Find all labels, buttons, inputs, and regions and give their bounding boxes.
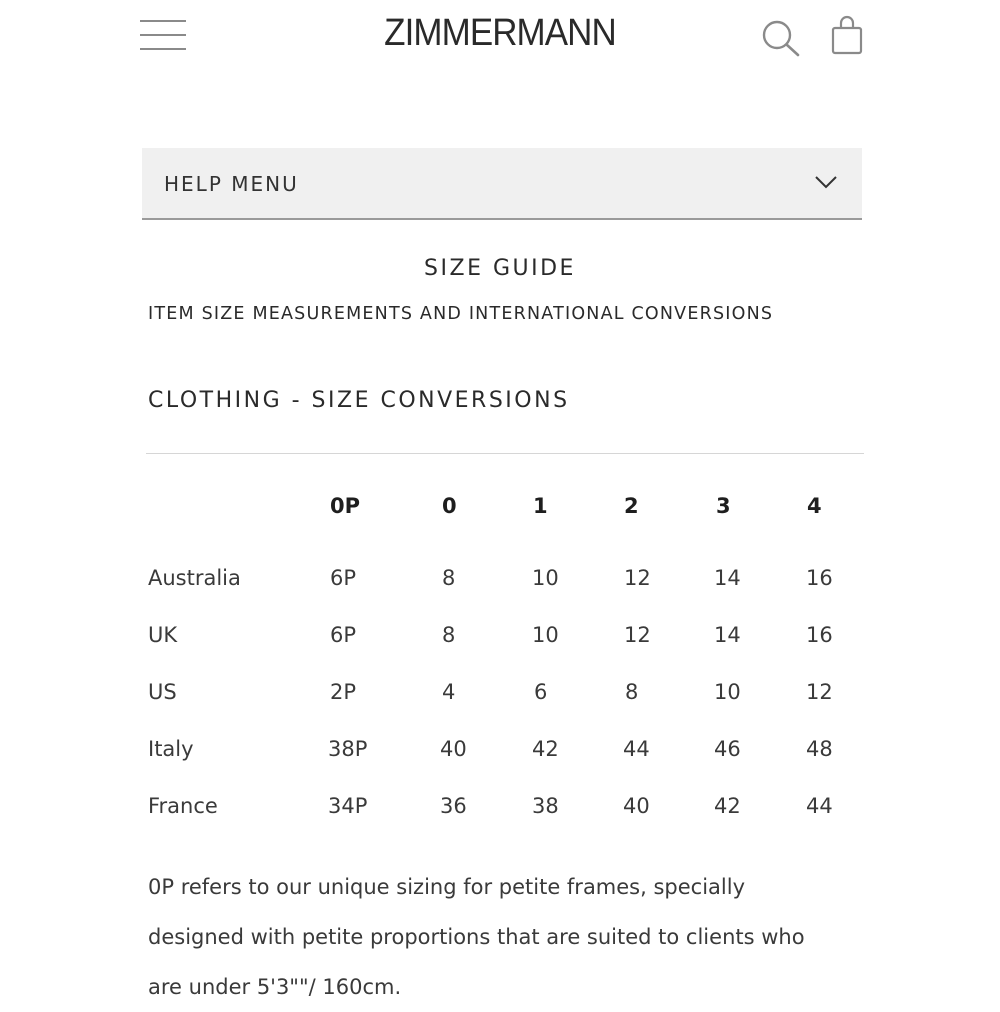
- table-cell: 10: [714, 680, 741, 704]
- table-cell: 6P: [330, 623, 357, 647]
- table-row: [148, 623, 868, 663]
- table-cell: 12: [806, 680, 833, 704]
- table-cell: 10: [532, 623, 559, 647]
- table-header-row: [148, 494, 868, 534]
- table-row: [148, 737, 868, 777]
- search-icon[interactable]: [760, 18, 802, 58]
- column-header: 0P: [330, 494, 361, 518]
- page-title: SIZE GUIDE: [424, 256, 576, 281]
- table-cell: 8: [442, 566, 456, 590]
- table-cell: 10: [532, 566, 559, 590]
- divider: [146, 453, 864, 454]
- table-cell: 44: [806, 794, 833, 818]
- section-title: CLOTHING - SIZE CONVERSIONS: [148, 388, 570, 413]
- table-cell: 46: [714, 737, 741, 761]
- table-row: [148, 566, 868, 606]
- table-row: [148, 794, 868, 834]
- table-cell: 42: [532, 737, 559, 761]
- page-subtitle: ITEM SIZE MEASUREMENTS AND INTERNATIONAL CONVERSIONS: [148, 304, 774, 324]
- row-label: US: [148, 680, 177, 704]
- table-cell: 6: [534, 680, 548, 704]
- table-cell: 40: [440, 737, 467, 761]
- table-cell: 42: [714, 794, 741, 818]
- shopping-bag-icon[interactable]: [830, 14, 864, 56]
- note-line: are under 5'3""/ 160cm.: [148, 975, 402, 999]
- help-menu-dropdown[interactable]: [142, 148, 862, 220]
- note-line: designed with petite proportions that are suited to clients who: [148, 925, 805, 949]
- column-header: 3: [716, 494, 731, 518]
- column-header: 0: [442, 494, 457, 518]
- table-cell: 12: [624, 566, 651, 590]
- table-cell: 36: [440, 794, 467, 818]
- table-cell: 16: [806, 623, 833, 647]
- table-cell: 40: [623, 794, 650, 818]
- column-header: 2: [624, 494, 639, 518]
- row-label: Italy: [148, 737, 194, 761]
- column-header: 1: [533, 494, 548, 518]
- table-cell: 38P: [328, 737, 368, 761]
- brand-logo[interactable]: ZIMMERMANN: [384, 12, 616, 54]
- table-cell: 6P: [330, 566, 357, 590]
- row-label: Australia: [148, 566, 241, 590]
- table-cell: 2P: [330, 680, 357, 704]
- table-cell: 14: [714, 566, 741, 590]
- petite-sizing-note: [148, 862, 878, 1012]
- row-label: UK: [148, 623, 178, 647]
- table-cell: 16: [806, 566, 833, 590]
- table-cell: 4: [442, 680, 456, 704]
- help-menu-label: HELP MENU: [164, 172, 299, 196]
- column-header: 4: [807, 494, 822, 518]
- table-cell: 38: [532, 794, 559, 818]
- table-cell: 48: [806, 737, 833, 761]
- table-cell: 12: [624, 623, 651, 647]
- table-cell: 8: [442, 623, 456, 647]
- table-cell: 8: [625, 680, 639, 704]
- table-row: [148, 680, 868, 720]
- chevron-down-icon: [814, 174, 838, 190]
- note-line: 0P refers to our unique sizing for petite frames, specially: [148, 875, 746, 899]
- table-cell: 14: [714, 623, 741, 647]
- table-cell: 44: [623, 737, 650, 761]
- table-cell: 34P: [328, 794, 368, 818]
- site-header: [0, 0, 1000, 80]
- row-label: France: [148, 794, 218, 818]
